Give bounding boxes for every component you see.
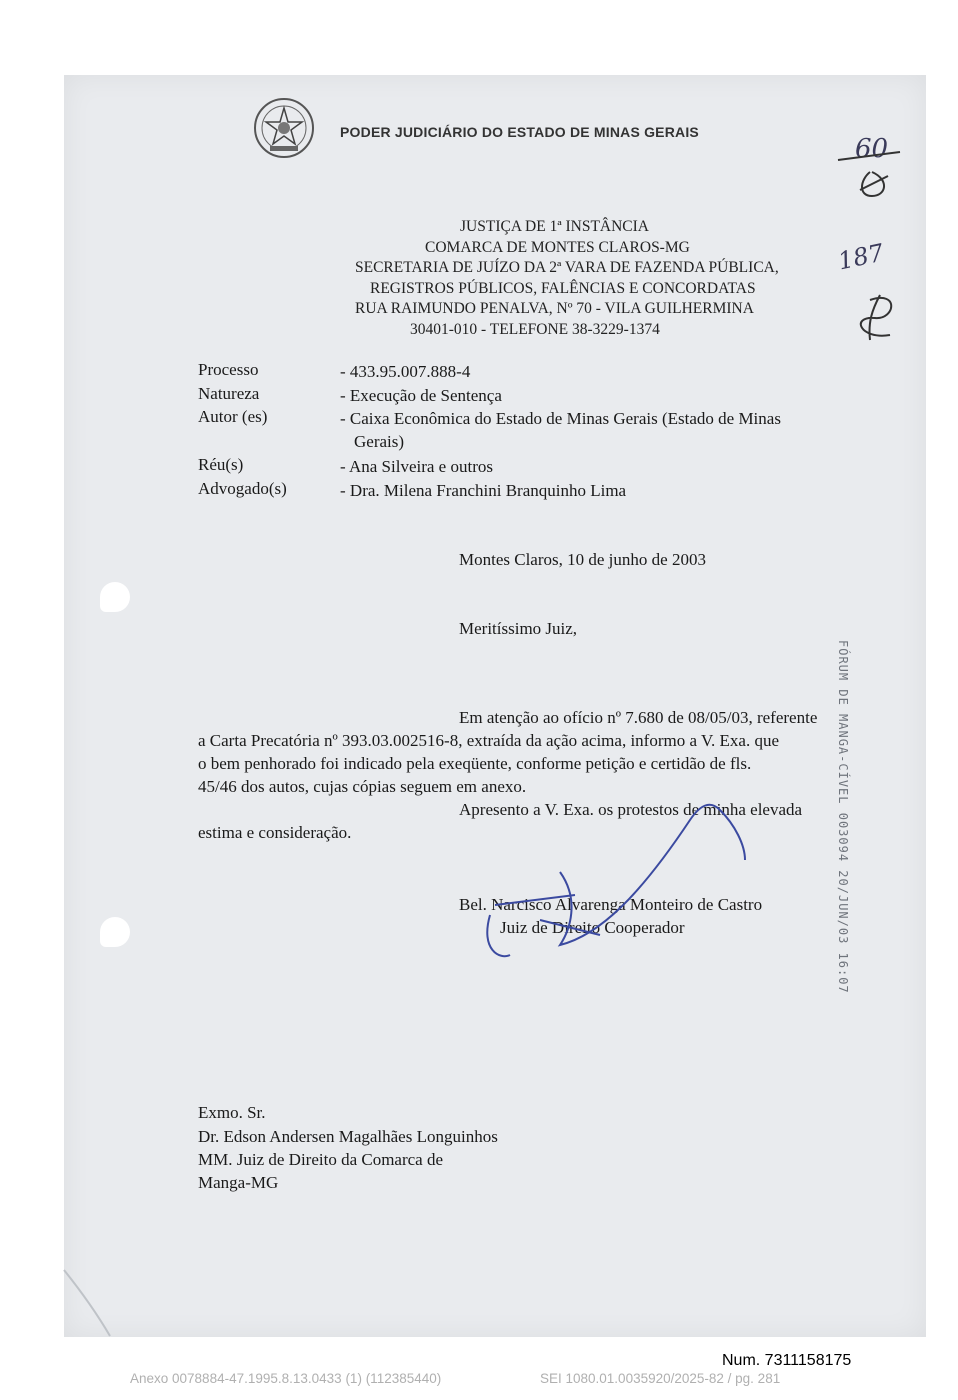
protocol-stamp: FÓRUM DE MANGA-CÍVEL 003094 20/JUN/03 16:07 [836, 640, 850, 994]
addressee-line-3: MM. Juiz de Direito da Comarca de [198, 1150, 444, 1169]
document-number: Num. 7311158175 [722, 1352, 852, 1369]
handwritten-page-number-mid: 187 [835, 238, 887, 276]
reu-value: - Ana Silveira e outros [340, 457, 493, 476]
addressee-line-4: Manga-MG [198, 1173, 279, 1192]
paragraph-2-line-1: Apresento a V. Exa. os protestos de minha elevada [459, 800, 803, 819]
salutation: Meritíssimo Juiz, [459, 619, 578, 638]
signature [487, 805, 745, 956]
fold-corner [64, 1270, 110, 1336]
court-line-1: JUSTIÇA DE 1ª INSTÂNCIA [460, 218, 649, 235]
footer-left: Anexo 0078884-47.1995.8.13.0433 (1) (112385440) [130, 1371, 442, 1386]
paragraph-1-line-2: a Carta Precatória nº 393.03.002516-8, extraída da ação acima, informo a V. Exa. que [198, 731, 780, 750]
institution-header: PODER JUDICIÁRIO DO ESTADO DE MINAS GERAIS [340, 124, 699, 140]
addressee-line-1: Exmo. Sr. [198, 1103, 266, 1122]
advogado-value: - Dra. Milena Franchini Branquinho Lima [340, 481, 627, 500]
court-line-2: COMARCA DE MONTES CLAROS-MG [425, 238, 690, 256]
processo-label: Processo [198, 360, 259, 379]
advogado-label: Advogado(s) [198, 479, 287, 498]
rubric-mid [861, 295, 891, 340]
addressee-line-2: Dr. Edson Andersen Magalhães Longuinhos [198, 1127, 498, 1146]
processo-value: - 433.95.007.888-4 [340, 362, 471, 381]
autor-value-1: - Caixa Econômica do Estado de Minas Gerais (Estado de Minas [340, 409, 781, 428]
court-line-6: 30401-010 - TELEFONE 38-3229-1374 [410, 320, 660, 338]
court-line-5: RUA RAIMUNDO PENALVA, Nº 70 - VILA GUILHERMINA [355, 300, 754, 317]
handwritten-page-number-top: 60 [855, 134, 889, 164]
natureza-label: Natureza [198, 384, 260, 403]
place-date: Montes Claros, 10 de junho de 2003 [459, 550, 706, 569]
court-line-4: REGISTROS PÚBLICOS, FALÊNCIAS E CONCORDATAS [370, 279, 756, 297]
signer-title: Juiz de Direito Cooperador [500, 918, 685, 937]
signer-name: Bel. Narcisco Alvarenga Monteiro de Castro [459, 895, 763, 914]
paragraph-1-line-1: Em atenção ao ofício nº 7.680 de 08/05/03, referente [459, 708, 818, 727]
paragraph-2-line-2: estima e consideração. [198, 823, 352, 842]
court-line-3: SECRETARIA DE JUÍZO DA 2ª VARA DE FAZENDA PÚBLICA, [355, 259, 779, 276]
reu-label: Réu(s) [198, 455, 244, 474]
rubric-top [838, 152, 900, 196]
paragraph-1-line-3: o bem penhorado foi indicado pela exeqüente, conforme petição e certidão de fls. [198, 754, 752, 773]
paragraph-1-line-4: 45/46 dos autos, cujas cópias seguem em anexo. [198, 777, 527, 796]
footer-right: SEI 1080.01.0035920/2025-82 / pg. 281 [540, 1371, 781, 1386]
autor-value-2: Gerais) [354, 432, 405, 451]
autor-label: Autor (es) [198, 407, 268, 426]
natureza-value: - Execução de Sentença [340, 386, 502, 405]
